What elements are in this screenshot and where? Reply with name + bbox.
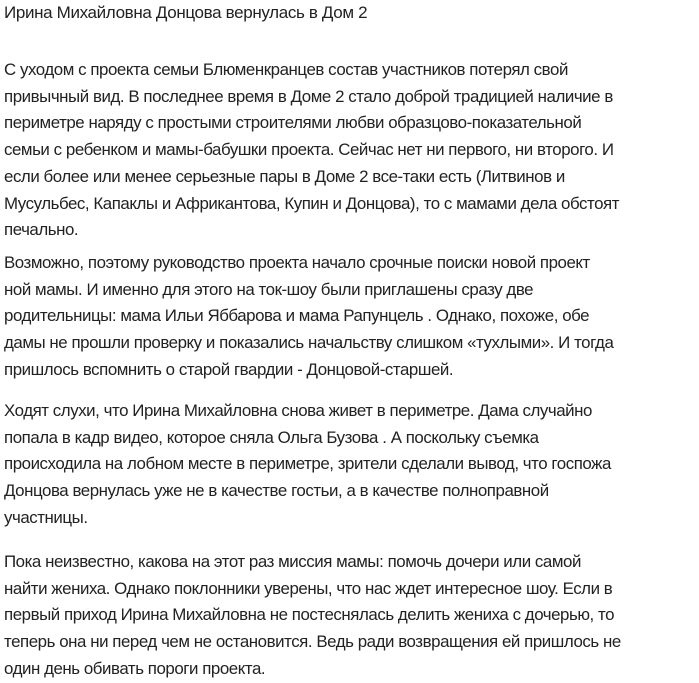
paragraph-line: С уходом с проекта семьи Блюменкранцев состав участников потерял свой (4, 60, 568, 79)
paragraph-line: происходила на лобном месте в периметре, зрители сделали вывод, что госпожа (4, 454, 611, 474)
paragraph-line: Пока неизвестно, какова на этот раз миссия мамы: помочь дочери или самой (4, 552, 581, 571)
paragraph-line: Ходят слухи, что Ирина Михайловна снова живет в периметре. Дама случайно (4, 401, 592, 420)
paragraph-4 (4, 549, 699, 683)
paragraph-line: печально. (4, 220, 79, 240)
paragraph-2 (4, 250, 699, 384)
paragraph-line: семьи с ребенком и мамы-бабушки проекта. Сейчас нет ни первого, ни второго. И (4, 140, 614, 160)
paragraph-3 (4, 398, 699, 532)
paragraph-line: найти жениха. Однако поклонники уверены, что нас ждет интересное шоу. Если в (4, 578, 613, 598)
paragraph-line: попала в кадр видео, которое сняла Ольга Бузова . А поскольку съемка (4, 427, 539, 447)
paragraph-line: первый приход Ирина Михайловна не постеснялась делить жениха с дочерью, то (4, 605, 615, 625)
paragraph-line: Возможно, поэтому руководство проекта начало срочные поиски новой проект (4, 253, 590, 272)
paragraph-line: привычный вид. В последнее время в Доме 2 стало доброй традицией наличие в (4, 86, 613, 106)
paragraph-line: если более или менее серьезные пары в Доме 2 все-таки есть (Литвинов и (4, 166, 565, 186)
paragraph-line: пришлось вспомнить о старой гвардии - Донцовой-старшей. (4, 359, 454, 379)
paragraph-line: Донцова вернулась уже не в качестве гостьи, а в качестве полноправной (4, 481, 549, 501)
paragraph-line: дамы не прошли проверку и показались начальству слишком «тухлыми». И тогда (4, 333, 614, 353)
paragraph-line: родительницы: мама Ильи Яббарова и мама Рапунцель . Однако, похоже, обе (4, 306, 590, 326)
paragraph-line: теперь она ни перед чем не остановится. Ведь ради возвращения ей пришлось не (4, 632, 621, 652)
paragraph-line: Мусульбес, Капаклы и Африкантова, Купин и Донцова), то с мамами дела обстоят (4, 193, 620, 213)
article-title: Ирина Михайловна Донцова вернулась в Дом 2 (4, 3, 368, 22)
paragraph-line: ной мамы. И именно для этого на ток-шоу были приглашены сразу две (4, 279, 534, 299)
paragraph-line: периметре наряду с простыми строителями любви образцово-показательной (4, 113, 582, 133)
paragraph-line: один день обивать пороги проекта. (4, 658, 266, 678)
paragraph-1 (4, 57, 699, 244)
paragraph-line: участницы. (4, 507, 88, 527)
